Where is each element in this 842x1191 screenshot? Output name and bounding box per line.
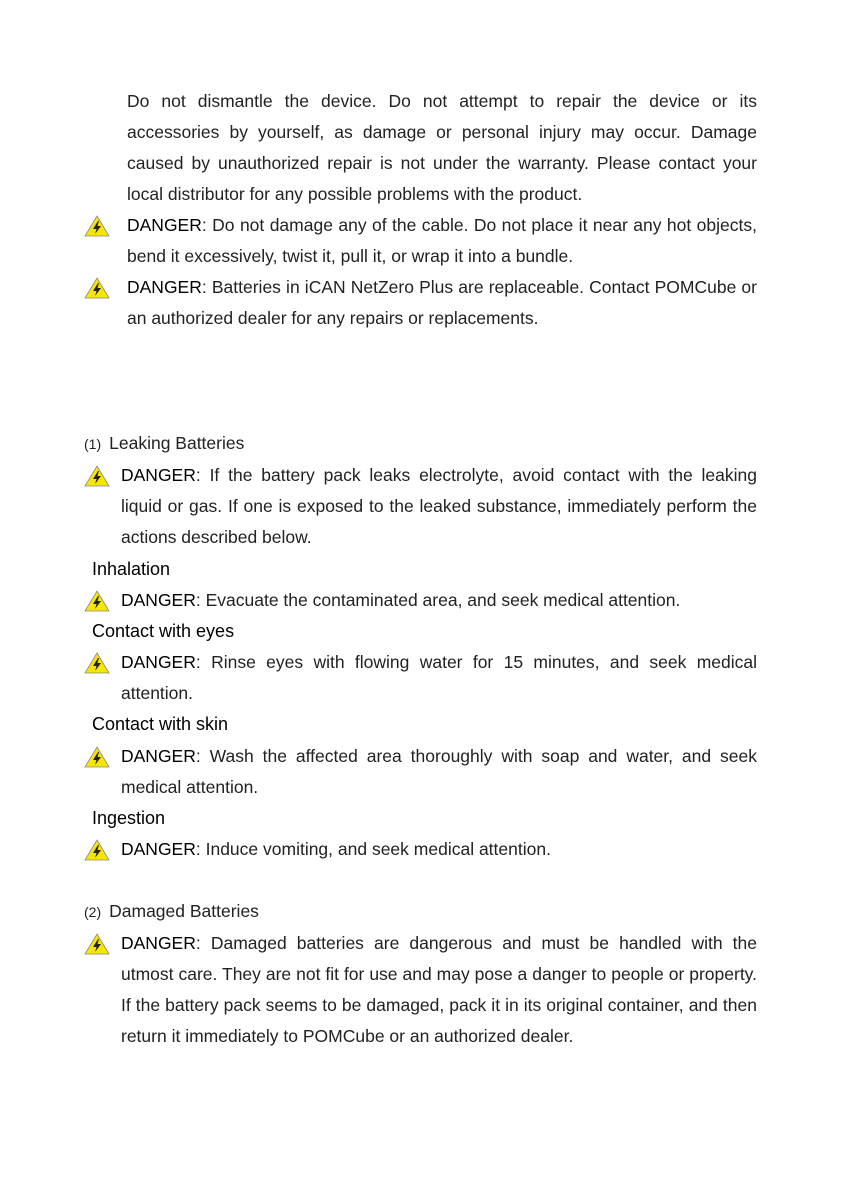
danger-label: DANGER bbox=[121, 933, 196, 953]
subheading-eyes: Contact with eyes bbox=[92, 621, 235, 641]
danger-item-damaged bbox=[84, 928, 757, 1052]
subheading-skin: Contact with skin bbox=[92, 714, 229, 734]
danger-item-cable bbox=[84, 210, 757, 272]
section-1-heading bbox=[84, 428, 244, 460]
danger-item-ingestion bbox=[84, 834, 757, 865]
high-voltage-warning-icon bbox=[84, 465, 110, 487]
danger-item-inhalation bbox=[84, 585, 757, 616]
danger-text: : Batteries in iCAN NetZero Plus are replaceable. Contact POMCube or an authorized dealer for any repairs or replacements. bbox=[127, 277, 757, 328]
high-voltage-warning-icon bbox=[84, 933, 110, 955]
high-voltage-warning-icon bbox=[84, 590, 110, 612]
danger-text: : Induce vomiting, and seek medical attention. bbox=[195, 839, 551, 859]
high-voltage-warning-icon bbox=[84, 746, 110, 768]
danger-item-skin bbox=[84, 741, 757, 803]
subheading-inhalation: Inhalation bbox=[92, 559, 171, 579]
intro-paragraph: Do not dismantle the device. Do not attempt to repair the device or its accessories by yourself, as damage or personal injury may occur. Damage caused by unauthorized repair is not under the warranty. Please contact your local distributor for any possible problems with the product. bbox=[127, 91, 757, 204]
danger-label: DANGER bbox=[121, 652, 196, 672]
danger-text: : Wash the affected area thoroughly with soap and water, and seek medical attention. bbox=[121, 746, 757, 797]
danger-item-leak bbox=[84, 460, 757, 553]
danger-item-batteries bbox=[84, 272, 757, 334]
high-voltage-warning-icon bbox=[84, 277, 110, 299]
section-2-heading bbox=[84, 896, 259, 928]
section-number: (1) bbox=[84, 436, 102, 452]
danger-text: : If the battery pack leaks electrolyte, avoid contact with the leaking liquid or gas. If one is exposed to the leaked substance, immediately perform the actions described below. bbox=[121, 465, 757, 547]
danger-label: DANGER bbox=[127, 215, 202, 235]
danger-text: : Damaged batteries are dangerous and must be handled with the utmost care. They are not fit for use and may pose a danger to people or property. If the battery pack seems to be damaged, pack it in its original container, and then return it immediately to POMCube or an authorized dealer. bbox=[121, 933, 757, 1046]
danger-text: : Do not damage any of the cable. Do not place it near any hot objects, bend it excessively, twist it, pull it, or wrap it into a bundle. bbox=[127, 215, 757, 266]
high-voltage-warning-icon bbox=[84, 215, 110, 237]
danger-item-eyes bbox=[84, 647, 757, 709]
section-title: Leaking Batteries bbox=[109, 433, 245, 453]
section-title: Damaged Batteries bbox=[109, 901, 259, 921]
danger-text: : Evacuate the contaminated area, and seek medical attention. bbox=[195, 590, 681, 610]
subheading-ingestion: Ingestion bbox=[92, 808, 166, 828]
high-voltage-warning-icon bbox=[84, 652, 110, 674]
danger-label: DANGER bbox=[121, 465, 196, 485]
danger-label: DANGER bbox=[127, 277, 202, 297]
section-number: (2) bbox=[84, 904, 102, 920]
danger-label: DANGER bbox=[121, 590, 196, 610]
danger-label: DANGER bbox=[121, 746, 196, 766]
high-voltage-warning-icon bbox=[84, 839, 110, 861]
danger-text: : Rinse eyes with flowing water for 15 minutes, and seek medical attention. bbox=[121, 652, 757, 703]
danger-label: DANGER bbox=[121, 839, 196, 859]
